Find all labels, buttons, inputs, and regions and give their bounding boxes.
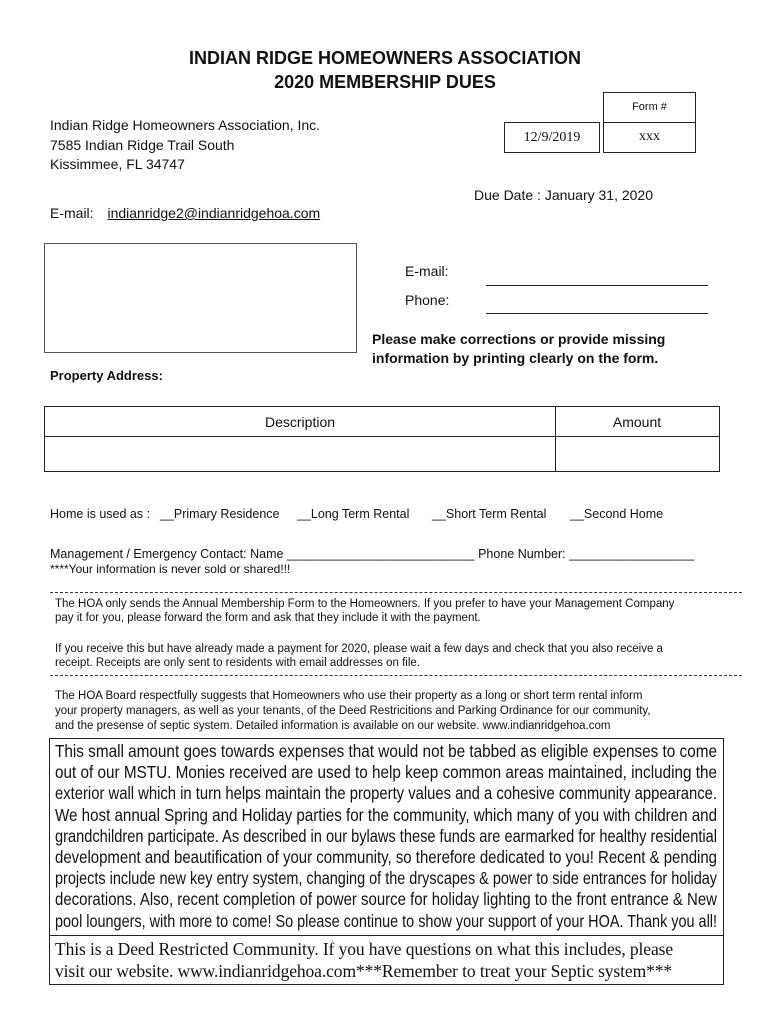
management-contact-line[interactable]: Management / Emergency Contact: Name ___________________________ Phone Number: __________________ xyxy=(50,547,695,561)
support-message-line: decorations. Also, recent completion of power source for holiday lighting to the front entrance & New xyxy=(55,889,717,910)
support-message-line: projects include new key entry system, changing of the dryscapes & power to side entrances for holiday xyxy=(55,868,717,889)
support-message-row xyxy=(55,847,770,868)
corrections-note-line-2: information by printing clearly on the form. xyxy=(372,350,659,366)
form-number-value-box xyxy=(603,122,696,153)
street-address: 7585 Indian Ridge Trail South xyxy=(50,137,235,153)
dashed-divider-bottom xyxy=(50,675,742,676)
notice-1-line-1: The HOA only sends the Annual Membership Form to the Homeowners. If you prefer to have your Management Company xyxy=(55,598,675,610)
support-message-line: exterior wall which in turn helps maintain the property values and a cohesive community appearance. xyxy=(55,783,717,804)
support-message-row xyxy=(55,911,770,932)
notice-3-line-2: your property managers, as well as your tenants, of the Deed Restricitions and Parking Ordinance for our community, xyxy=(55,705,651,717)
due-date: Due Date : January 31, 2020 xyxy=(474,187,654,203)
home-use-label: Home is used as : xyxy=(50,507,151,521)
table-cell-amount[interactable] xyxy=(557,438,719,471)
home-use-second-home[interactable]: __Second Home xyxy=(570,507,664,521)
contact-email-field[interactable] xyxy=(486,285,708,286)
notice-3-line-1: The HOA Board respectfully suggests that Homeowners who use their property as a long or short term rental inform xyxy=(55,690,643,702)
table-cell-description[interactable] xyxy=(45,438,555,471)
support-message-line: development and beautification of your community, so therefore dedicated to you! Recent & pending xyxy=(55,847,717,867)
support-message-row xyxy=(55,868,770,889)
support-message-line: grandchildren participate. As described in our bylaws these funds are earmarked for healthy residential xyxy=(55,825,717,846)
city-address: Kissimmee, FL 34747 xyxy=(50,156,185,172)
contact-email-label: E-mail: xyxy=(405,263,449,279)
dashed-divider-top xyxy=(50,592,742,593)
support-message-row xyxy=(55,762,770,783)
dues-table xyxy=(44,406,720,472)
support-message-line: This small amount goes towards expenses that would not be tabbed as eligible expenses to come xyxy=(55,741,717,761)
notice-1-line-2: pay it for you, please forward the form and ask that they include it with the payment. xyxy=(55,612,481,624)
title-line-1: INDIAN RIDGE HOMEOWNERS ASSOCIATION xyxy=(188,48,581,68)
home-use-long-term[interactable]: __Long Term Rental xyxy=(297,507,410,521)
date-box xyxy=(504,122,600,153)
home-use-short-term[interactable]: __Short Term Rental xyxy=(432,507,547,521)
support-message-row xyxy=(55,826,770,847)
contact-phone-label: Phone: xyxy=(405,292,450,308)
title-line-2: 2020 MEMBERSHIP DUES xyxy=(274,72,496,92)
email-label: E-mail: xyxy=(50,205,94,221)
support-message-line: We host annual Spring and Holiday parties for the community, which many of you with children and xyxy=(55,804,717,825)
corrections-note-line-1: Please make corrections or provide missing xyxy=(372,331,666,347)
contact-phone-field[interactable] xyxy=(486,313,708,314)
footer-line-2: visit our website. www.indianridgehoa.com***Remember to treat your Septic system*** xyxy=(55,961,673,981)
email-link[interactable]: indianridge2@indianridgehoa.com xyxy=(107,205,321,221)
org-name: Indian Ridge Homeowners Association, Inc. xyxy=(50,117,321,133)
notice-2-line-1: If you receive this but have already made a payment for 2020, please wait a few days and check that you also receive a xyxy=(55,643,663,655)
form-number-value: xxx xyxy=(639,129,660,144)
notice-2-line-2: receipt. Receipts are only sent to residents with email addresses on file. xyxy=(55,657,420,669)
support-message-row xyxy=(55,741,770,762)
support-message-line: out of our MSTU. Monies received are used to help keep common areas maintained, including the xyxy=(55,762,717,783)
notice-3-line-3: and the presense of septic system. Detailed information is available on our website. www.indianridgehoa.com xyxy=(55,720,611,732)
support-message-box xyxy=(49,738,724,985)
table-header-description: Description xyxy=(264,414,336,430)
support-message-row xyxy=(55,783,770,804)
mailing-address-box xyxy=(44,243,357,353)
home-use-primary[interactable]: __Primary Residence xyxy=(160,507,280,521)
support-message-row xyxy=(55,889,770,910)
support-message-line: pool loungers, with more to come! So please continue to show your support of your HOA. Thank you all! xyxy=(55,910,717,931)
support-message-row xyxy=(55,805,770,826)
form-number-box xyxy=(603,92,696,123)
table-header-amount: Amount xyxy=(612,414,662,430)
privacy-note: ****Your information is never sold or shared!!! xyxy=(50,562,291,576)
form-number-label: Form # xyxy=(632,101,667,113)
property-address-label: Property Address: xyxy=(50,368,163,383)
footer-line-1: This is a Deed Restricted Community. If you have questions on what this includes, please xyxy=(55,939,674,959)
form-date: 12/9/2019 xyxy=(523,130,581,145)
